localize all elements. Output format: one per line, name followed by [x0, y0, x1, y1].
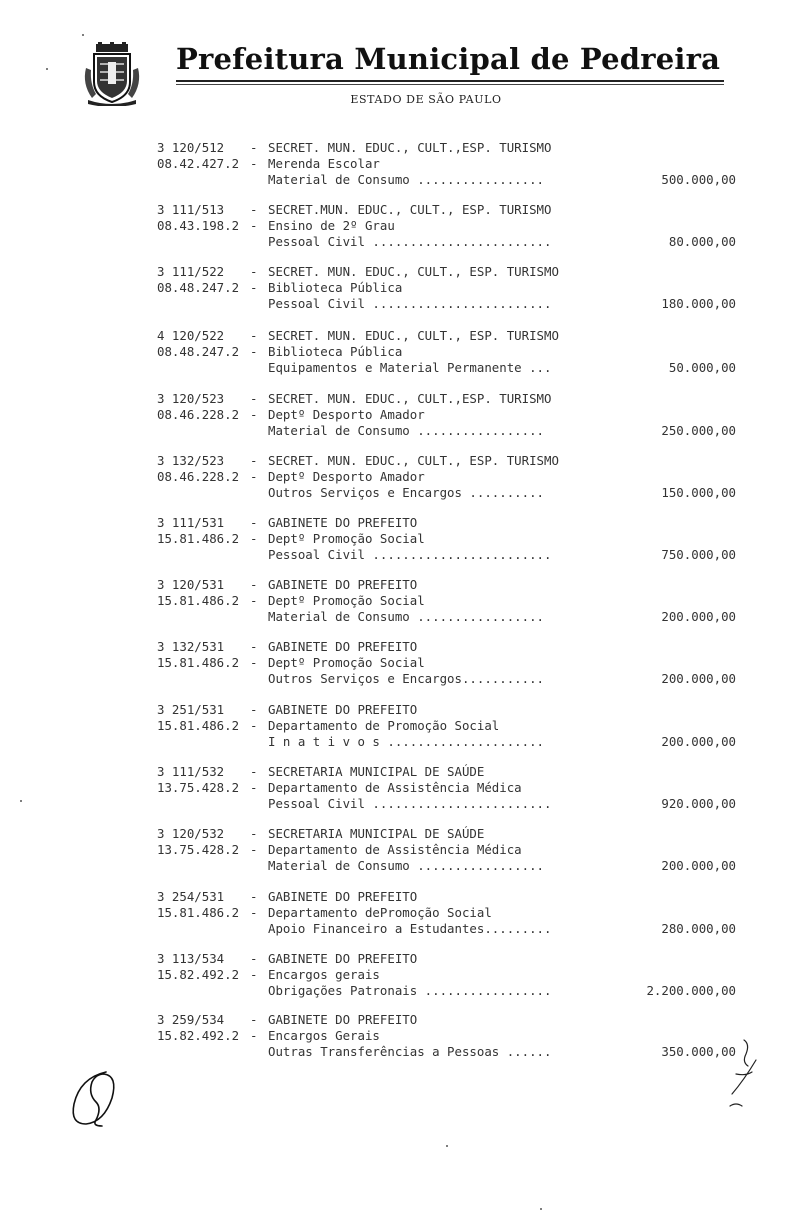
scan-speck [446, 1145, 448, 1147]
entry-code: 3 254/531 [157, 889, 225, 904]
entry-unit: GABINETE DO PREFEITO [268, 702, 418, 717]
entry-separator: - [250, 531, 258, 546]
entry-program-code: 13.75.428.2 [157, 780, 240, 795]
entry-separator: - [250, 469, 258, 484]
entry-item: Material de Consumo ................. [268, 858, 545, 873]
entry-amount: 2.200.000,00 [646, 983, 736, 998]
page-title: Prefeitura Municipal de Pedreira [176, 42, 721, 76]
scan-speck [540, 1208, 542, 1210]
budget-entry [0, 328, 800, 380]
entry-item: Outros Serviços e Encargos........... [268, 671, 545, 686]
entry-item: Material de Consumo ................. [268, 609, 545, 624]
entry-unit: GABINETE DO PREFEITO [268, 1012, 418, 1027]
entry-separator: - [250, 655, 258, 670]
entry-program-code: 08.48.247.2 [157, 280, 240, 295]
entry-code: 3 111/532 [157, 764, 225, 779]
budget-entry [0, 391, 800, 443]
entry-item: Pessoal Civil ........................ [268, 234, 552, 249]
entry-separator: - [250, 453, 258, 468]
entry-code: 3 132/523 [157, 453, 225, 468]
entry-program-name: Departamento de Assistência Médica [268, 842, 522, 857]
entry-program-code: 15.81.486.2 [157, 718, 240, 733]
entry-unit: SECRET. MUN. EDUC., CULT., ESP. TURISMO [268, 328, 559, 343]
entry-separator: - [250, 1028, 258, 1043]
entry-program-code: 15.81.486.2 [157, 593, 240, 608]
entry-separator: - [250, 702, 258, 717]
entry-program-name: Biblioteca Pública [268, 344, 403, 359]
entry-separator: - [250, 764, 258, 779]
entry-program-name: Merenda Escolar [268, 156, 380, 171]
budget-entry [0, 453, 800, 505]
entry-separator: - [250, 1012, 258, 1027]
entry-program-name: Departamento dePromoção Social [268, 905, 492, 920]
title-underline [176, 80, 724, 82]
entry-program-name: Encargos Gerais [268, 1028, 380, 1043]
budget-entry [0, 826, 800, 878]
entry-separator: - [250, 218, 258, 233]
entry-code: 4 120/522 [157, 328, 225, 343]
entry-program-code: 08.48.247.2 [157, 344, 240, 359]
entry-amount: 80.000,00 [668, 234, 736, 249]
entry-item: Pessoal Civil ........................ [268, 796, 552, 811]
scan-speck [20, 800, 22, 802]
entry-program-code: 15.81.486.2 [157, 905, 240, 920]
handwritten-initials-icon [722, 1036, 766, 1110]
entry-separator: - [250, 515, 258, 530]
entry-unit: GABINETE DO PREFEITO [268, 889, 418, 904]
title-underline-thin [176, 84, 724, 85]
entry-separator: - [250, 156, 258, 171]
entry-amount: 150.000,00 [661, 485, 736, 500]
budget-entry [0, 889, 800, 941]
entry-unit: SECRETARIA MUNICIPAL DE SAÚDE [268, 826, 485, 841]
entry-separator: - [250, 577, 258, 592]
entry-amount: 50.000,00 [668, 360, 736, 375]
entry-separator: - [250, 280, 258, 295]
entry-separator: - [250, 593, 258, 608]
entry-program-code: 15.82.492.2 [157, 1028, 240, 1043]
letterhead [0, 0, 800, 120]
entry-code: 3 120/531 [157, 577, 225, 592]
entry-amount: 200.000,00 [661, 609, 736, 624]
entry-amount: 500.000,00 [661, 172, 736, 187]
entry-program-code: 15.81.486.2 [157, 531, 240, 546]
entry-program-code: 15.82.492.2 [157, 967, 240, 982]
entry-program-name: Encargos gerais [268, 967, 380, 982]
entry-separator: - [250, 344, 258, 359]
entry-unit: GABINETE DO PREFEITO [268, 577, 418, 592]
entry-separator: - [250, 842, 258, 857]
budget-entry [0, 577, 800, 629]
entry-unit: SECRET. MUN. EDUC., CULT.,ESP. TURISMO [268, 140, 552, 155]
entry-program-code: 15.81.486.2 [157, 655, 240, 670]
entry-program-name: Deptº Desporto Amador [268, 407, 425, 422]
entry-separator: - [250, 264, 258, 279]
entry-amount: 180.000,00 [661, 296, 736, 311]
entry-separator: - [250, 140, 258, 155]
entry-unit: GABINETE DO PREFEITO [268, 639, 418, 654]
entry-unit: SECRET. MUN. EDUC., CULT.,ESP. TURISMO [268, 391, 552, 406]
entry-separator: - [250, 407, 258, 422]
entry-separator: - [250, 780, 258, 795]
entry-separator: - [250, 951, 258, 966]
entry-separator: - [250, 391, 258, 406]
budget-entry [0, 515, 800, 567]
entry-separator: - [250, 967, 258, 982]
entry-code: 3 111/522 [157, 264, 225, 279]
entry-program-name: Ensino de 2º Grau [268, 218, 395, 233]
entry-program-name: Deptº Promoção Social [268, 531, 425, 546]
budget-entry [0, 702, 800, 754]
entry-unit: SECRET. MUN. EDUC., CULT., ESP. TURISMO [268, 264, 559, 279]
entry-unit: SECRETARIA MUNICIPAL DE SAÚDE [268, 764, 485, 779]
entry-program-name: Biblioteca Pública [268, 280, 403, 295]
entry-item: I n a t i v o s ..................... [268, 734, 545, 749]
entry-code: 3 259/534 [157, 1012, 225, 1027]
entry-item: Outros Serviços e Encargos .......... [268, 485, 545, 500]
entry-program-code: 08.42.427.2 [157, 156, 240, 171]
entry-amount: 750.000,00 [661, 547, 736, 562]
entry-code: 3 120/523 [157, 391, 225, 406]
entry-unit: SECRET. MUN. EDUC., CULT., ESP. TURISMO [268, 453, 559, 468]
state-subtitle: ESTADO DE SÃO PAULO [350, 93, 502, 106]
entry-separator: - [250, 826, 258, 841]
entry-amount: 350.000,00 [661, 1044, 736, 1059]
scan-speck [46, 68, 48, 70]
budget-entry [0, 140, 800, 192]
entry-amount: 920.000,00 [661, 796, 736, 811]
entry-separator: - [250, 905, 258, 920]
entry-program-name: Deptº Desporto Amador [268, 469, 425, 484]
scan-speck [82, 34, 84, 36]
entry-program-name: Departamento de Promoção Social [268, 718, 500, 733]
entry-code: 3 120/532 [157, 826, 225, 841]
entry-code: 3 251/531 [157, 702, 225, 717]
budget-entry [0, 202, 800, 254]
entry-program-code: 08.46.228.2 [157, 469, 240, 484]
entry-program-code: 08.46.228.2 [157, 407, 240, 422]
entry-unit: GABINETE DO PREFEITO [268, 515, 418, 530]
entry-amount: 200.000,00 [661, 858, 736, 873]
entry-amount: 200.000,00 [661, 734, 736, 749]
entry-unit: SECRET.MUN. EDUC., CULT., ESP. TURISMO [268, 202, 552, 217]
entry-separator: - [250, 889, 258, 904]
entry-item: Material de Consumo ................. [268, 172, 545, 187]
entry-code: 3 113/534 [157, 951, 225, 966]
entry-item: Apoio Financeiro a Estudantes......... [268, 921, 552, 936]
entry-item: Pessoal Civil ........................ [268, 296, 552, 311]
entry-program-name: Deptº Promoção Social [268, 593, 425, 608]
entry-program-code: 13.75.428.2 [157, 842, 240, 857]
entry-item: Outras Transferências a Pessoas ...... [268, 1044, 552, 1059]
entry-separator: - [250, 202, 258, 217]
entry-program-name: Deptº Promoção Social [268, 655, 425, 670]
entry-amount: 200.000,00 [661, 671, 736, 686]
entry-code: 3 120/512 [157, 140, 225, 155]
entry-separator: - [250, 718, 258, 733]
budget-entry [0, 951, 800, 1003]
budget-entry [0, 264, 800, 316]
entry-amount: 280.000,00 [661, 921, 736, 936]
entry-code: 3 132/531 [157, 639, 225, 654]
entry-program-code: 08.43.198.2 [157, 218, 240, 233]
budget-entry [0, 639, 800, 691]
entry-item: Material de Consumo ................. [268, 423, 545, 438]
entry-code: 3 111/531 [157, 515, 225, 530]
entry-unit: GABINETE DO PREFEITO [268, 951, 418, 966]
handwritten-signature-icon [66, 1068, 122, 1130]
entry-item: Obrigações Patronais ................. [268, 983, 552, 998]
entry-item: Equipamentos e Material Permanente ... [268, 360, 552, 375]
budget-entry [0, 1012, 800, 1064]
entry-separator: - [250, 328, 258, 343]
entry-program-name: Departamento de Assistência Médica [268, 780, 522, 795]
entry-amount: 250.000,00 [661, 423, 736, 438]
budget-entry [0, 764, 800, 816]
entry-code: 3 111/513 [157, 202, 225, 217]
entry-separator: - [250, 639, 258, 654]
entry-item: Pessoal Civil ........................ [268, 547, 552, 562]
